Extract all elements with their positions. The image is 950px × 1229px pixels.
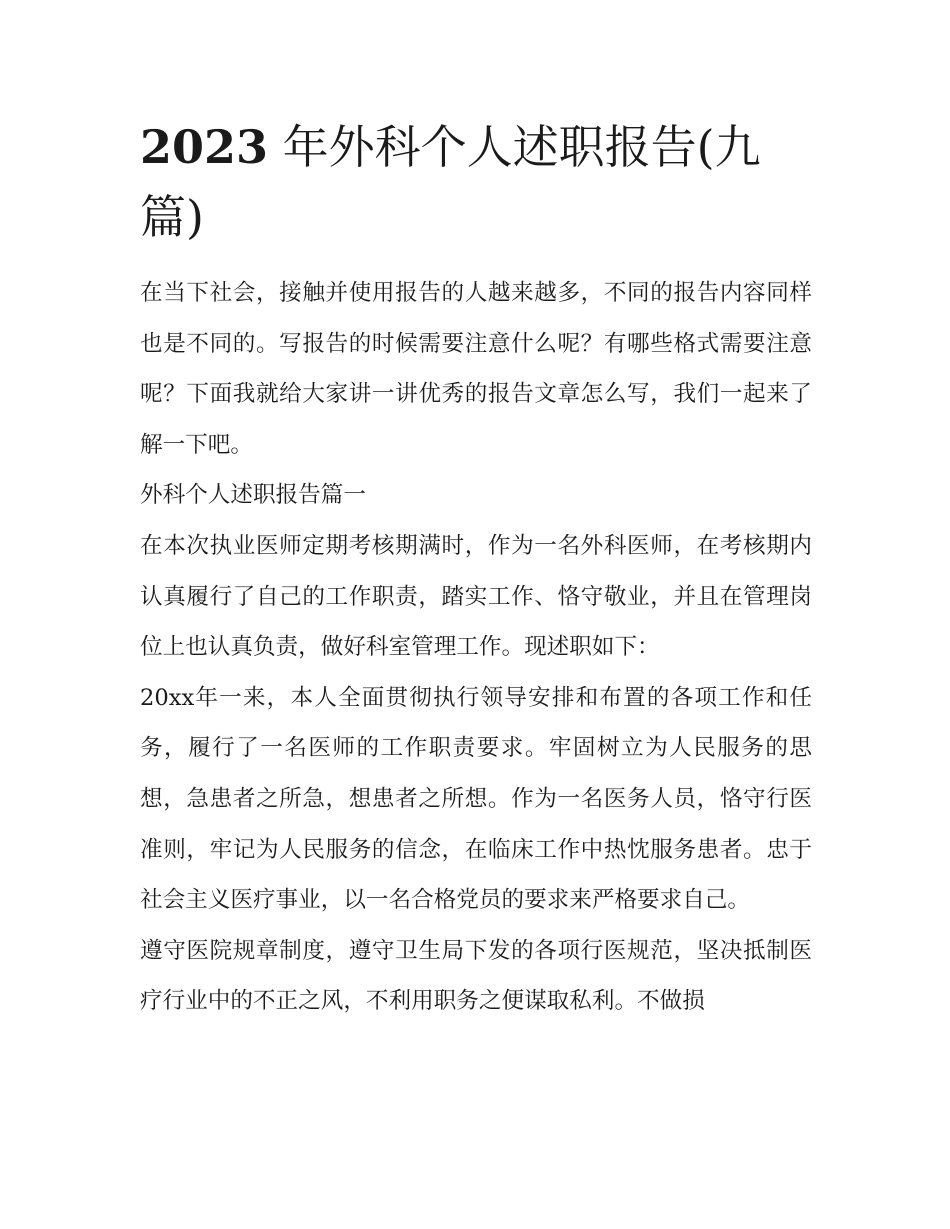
body-paragraph-3: 遵守医院规章制度，遵守卫生局下发的各项行医规范，坚决抵制医疗行业中的不正之风，不利用职务之便谋取私利。不做损 [140,937,812,1015]
body-paragraph-1: 在本次执业医师定期考核期满时，作为一名外科医师，在考核期内认真履行了自己的工作职责，踏实工作、恪守敬业，并且在管理岗位上也认真负责，做好科室管理工作。现述职如下： [140,532,812,661]
title-year: 2023 [140,120,269,174]
document-title [140,112,812,252]
document-page [140,112,812,1027]
section-heading: 外科个人述职报告篇一 [140,482,366,509]
title-text: 年外科个人述职报告(九篇) [140,120,761,244]
intro-paragraph: 在当下社会，接触并使用报告的人越来越多，不同的报告内容同样也是不同的。写报告的时候需要注意什么呢？有哪些格式需要注意呢？下面我就给大家讲一讲优秀的报告文章怎么写，我们一起来了解一下吧。 [140,280,812,458]
body-paragraph-2: 20xx年一来，本人全面贯彻执行领导安排和布置的各项工作和任务，履行了一名医师的工作职责要求。牢固树立为人民服务的思想，急患者之所急，想患者之所想。作为一名医务人员，恪守行医准则，牢记为人民服务的信念，在临床工作中热忱服务患者。忠于社会主义医疗事业，以一名合格党员的要求来严格要求自己。 [140,684,812,914]
